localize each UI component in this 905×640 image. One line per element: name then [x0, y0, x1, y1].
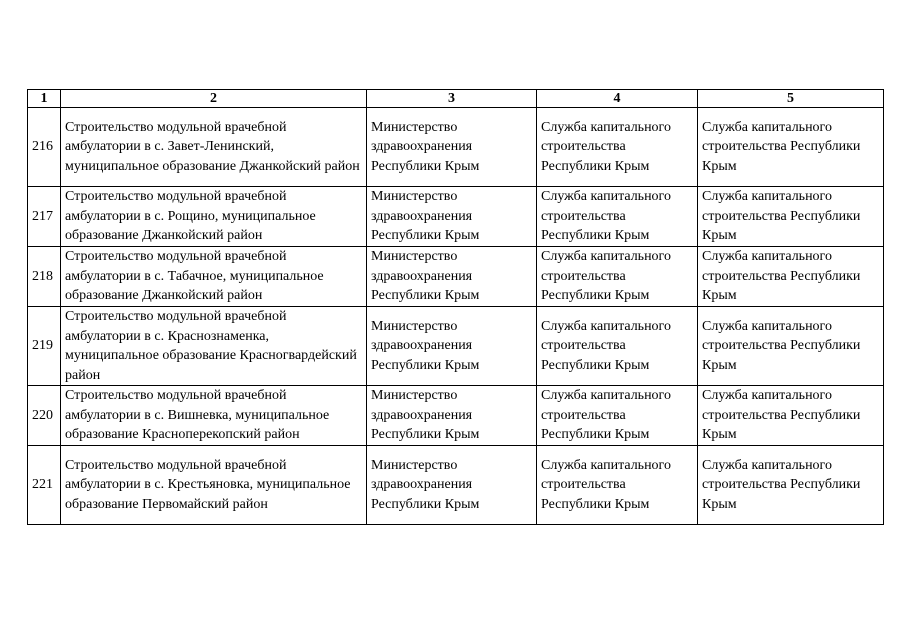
- table-row: [28, 386, 884, 446]
- object-name-cell: Строительство модульной врачебной амбулатории в с. Крестьяновка, муниципальное образование Первомайский район: [61, 446, 367, 525]
- table-row: [28, 108, 884, 187]
- developer-cell: Служба капитального строительства Республики Крым: [537, 187, 698, 247]
- table-header-row: [28, 90, 884, 108]
- operator-cell: Служба капитального строительства Республики Крым: [698, 187, 884, 247]
- customer-cell: Министерство здравоохранения Республики Крым: [367, 386, 537, 446]
- column-header-customer: 3: [367, 90, 537, 108]
- developer-cell: Служба капитального строительства Республики Крым: [537, 247, 698, 307]
- row-number: 216: [28, 108, 61, 187]
- operator-cell: Служба капитального строительства Республики Крым: [698, 446, 884, 525]
- operator-cell: Служба капитального строительства Республики Крым: [698, 108, 884, 187]
- row-number: 221: [28, 446, 61, 525]
- table-row: [28, 247, 884, 307]
- customer-cell: Министерство здравоохранения Республики Крым: [367, 247, 537, 307]
- developer-cell: Служба капитального строительства Республики Крым: [537, 307, 698, 386]
- object-name-cell: Строительство модульной врачебной амбулатории в с. Вишневка, муниципальное образование Красноперекопский район: [61, 386, 367, 446]
- object-name-cell: Строительство модульной врачебной амбулатории в с. Табачное, муниципальное образование Джанкойский район: [61, 247, 367, 307]
- row-number: 220: [28, 386, 61, 446]
- column-header-object: 2: [61, 90, 367, 108]
- object-name-cell: Строительство модульной врачебной амбулатории в с. Краснознаменка, муниципальное образование Красногвардейский район: [61, 307, 367, 386]
- table-row: [28, 307, 884, 386]
- customer-cell: Министерство здравоохранения Республики Крым: [367, 108, 537, 187]
- column-header-number: 1: [28, 90, 61, 108]
- object-name-cell: Строительство модульной врачебной амбулатории в с. Завет-Ленинский, муниципальное образование Джанкойский район: [61, 108, 367, 187]
- row-number: 218: [28, 247, 61, 307]
- row-number: 219: [28, 307, 61, 386]
- row-number: 217: [28, 187, 61, 247]
- column-header-developer: 4: [537, 90, 698, 108]
- objects-table: [27, 89, 884, 525]
- operator-cell: Служба капитального строительства Республики Крым: [698, 307, 884, 386]
- developer-cell: Служба капитального строительства Республики Крым: [537, 386, 698, 446]
- developer-cell: Служба капитального строительства Республики Крым: [537, 446, 698, 525]
- developer-cell: Служба капитального строительства Республики Крым: [537, 108, 698, 187]
- customer-cell: Министерство здравоохранения Республики Крым: [367, 187, 537, 247]
- customer-cell: Министерство здравоохранения Республики Крым: [367, 446, 537, 525]
- column-header-operator: 5: [698, 90, 884, 108]
- table-row: [28, 446, 884, 525]
- table-row: [28, 187, 884, 247]
- operator-cell: Служба капитального строительства Республики Крым: [698, 247, 884, 307]
- customer-cell: Министерство здравоохранения Республики Крым: [367, 307, 537, 386]
- operator-cell: Служба капитального строительства Республики Крым: [698, 386, 884, 446]
- object-name-cell: Строительство модульной врачебной амбулатории в с. Рощино, муниципальное образование Джанкойский район: [61, 187, 367, 247]
